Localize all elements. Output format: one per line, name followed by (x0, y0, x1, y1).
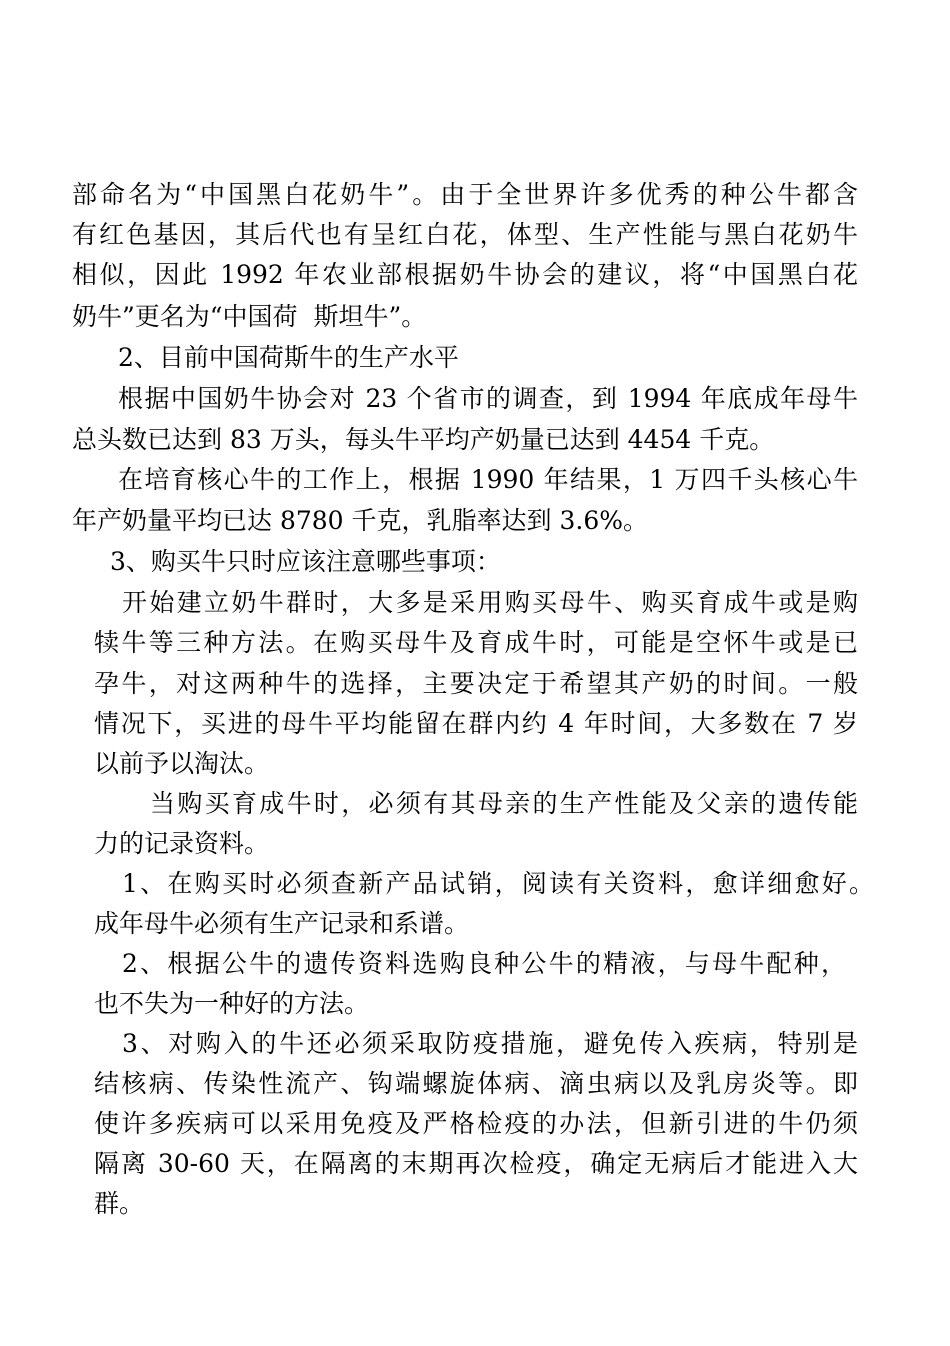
text-line: 当购买育成牛时，必须有其母亲的生产性能及父亲的遗传能 (150, 789, 858, 818)
text-line: 犊牛等三种方法。在购买母牛及育成牛时，可能是空怀牛或是已 (94, 628, 858, 657)
text-line: 年产奶量平均已达 8780 千克，乳脂率达到 3.6%。 (72, 506, 648, 535)
text-line: 开始建立奶牛群时，大多是采用购买母牛、购买育成牛或是购 (122, 588, 858, 617)
text-line: 部命名为“中国黑白花奶牛”。由于全世界许多优秀的种公牛都含 (72, 180, 858, 209)
text-line: 孕牛，对这两种牛的选择，主要决定于希望其产奶的时间。一般 (94, 669, 858, 698)
text-line: 情况下，买进的母牛平均能留在群内约 4 年时间，大多数在 7 岁 (94, 709, 858, 738)
text-line: 总头数已达到 83 万头，每头牛平均产奶量已达到 4454 千克。 (72, 425, 775, 454)
text-line: 也不失为一种好的方法。 (94, 989, 370, 1018)
text-line: 奶牛”更名为“中国荷 斯坦牛”。 (72, 302, 427, 331)
text-line: 3、对购入的牛还必须采取防疫措施，避免传入疾病，特别是 (122, 1029, 858, 1058)
text-line: 根据中国奶牛协会对 23 个省市的调查，到 1994 年底成年母牛 (118, 384, 858, 413)
text-line: 成年母牛必须有生产记录和系谱。 (94, 909, 470, 938)
section-heading: 2、目前中国荷斯牛的生产水平 (118, 343, 459, 372)
text-line: 在培育核心牛的工作上，根据 1990 年结果，1 万四千头核心牛 (118, 465, 858, 494)
section-heading: 3、购买牛只时应该注意哪些事项： (110, 547, 501, 576)
text-line: 2、根据公牛的遗传资料选购良种公牛的精液，与母牛配种， (122, 949, 846, 978)
text-line: 1、在购买时必须查新产品试销，阅读有关资料，愈详细愈好。 (122, 869, 874, 898)
text-line: 隔离 30-60 天，在隔离的末期再次检疫，确定无病后才能进入大 (94, 1149, 858, 1178)
text-line: 结核病、传染性流产、钩端螺旋体病、滴虫病以及乳房炎等。即 (94, 1069, 858, 1098)
text-line: 以前予以淘汰。 (94, 749, 270, 778)
text-line: 群。 (94, 1189, 145, 1218)
text-line: 使许多疾病可以采用免疫及严格检疫的办法，但新引进的牛仍须 (94, 1109, 858, 1138)
text-line: 力的记录资料。 (94, 829, 270, 858)
text-line: 有红色基因，其后代也有呈红白花，体型、生产性能与黑白花奶牛 (72, 220, 858, 249)
text-line: 相似，因此 1992 年农业部根据奶牛协会的建议，将“中国黑白花 (72, 260, 858, 289)
